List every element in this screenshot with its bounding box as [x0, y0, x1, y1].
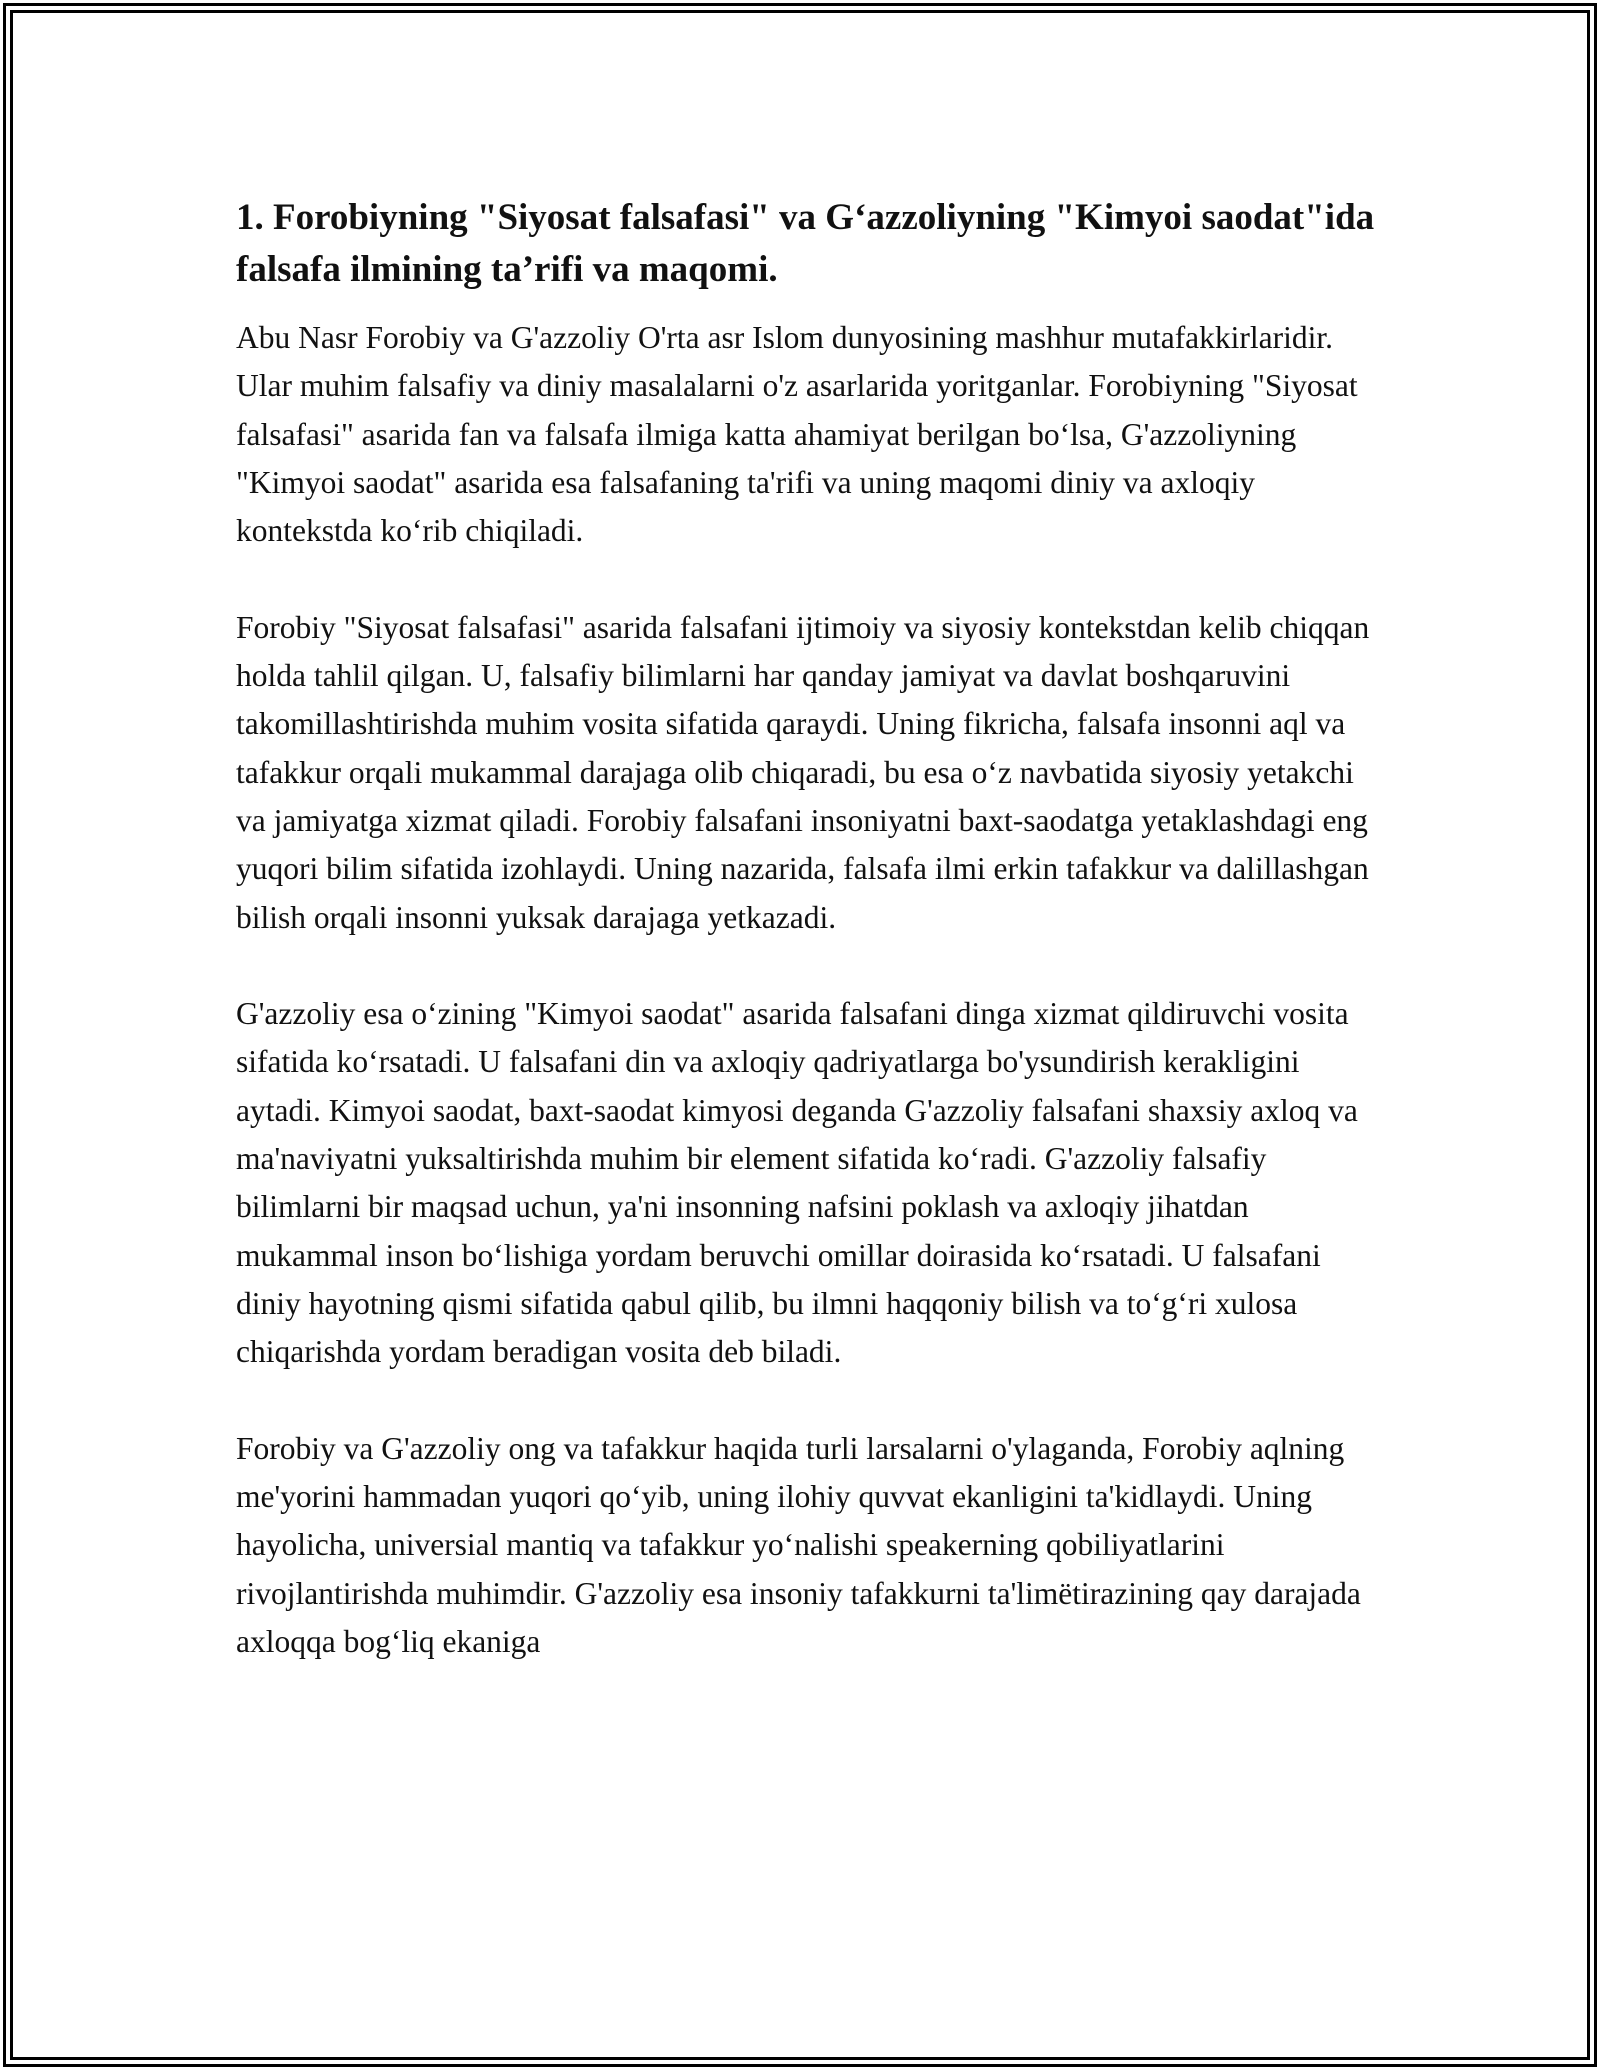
paragraph-4: Forobiy va G'azzoliy ong va tafakkur haqida turli larsalarni o'ylaganda, Forobiy aqlning me'yorini hammadan yuqori qo‘yib, uning ilohiy quvvat ekanligini ta'kidlaydi. Uning hayolicha, universial mantiq va tafakkur yo‘nalishi speakerning qobiliyatlarini rivojlantirishda muhimdir. G'azzoliy esa insoniy tafakkurni ta'limëtirazining qay darajada axloqqa bog‘liq ekaniga — [236, 1430, 1361, 1660]
paragraph-1: Abu Nasr Forobiy va G'azzoliy O'rta asr Islom dunyosining mashhur mutafakkirlaridir. Ular muhim falsafiy va diniy masalalarni o'z asarlarida yoritganlar. Forobiyning "Siyosat falsafasi" asarida fan va falsafa ilmiga katta ahamiyat berilgan bo‘lsa, G'azzoliyning "Kimyoi saodat" asarida esa falsafaning ta'rifi va uning maqomi diniy va axloqiy kontekstda ko‘rib chiqiladi. — [236, 320, 1358, 549]
paragraph-2: Forobiy "Siyosat falsafasi" asarida falsafani ijtimoiy va siyosiy kontekstdan kelib chiqqan holda tahlil qilgan. U, falsafiy bilimlarni har qanday jamiyat va davlat boshqaruvini takomillashtirishda muhim vosita sifatida qaraydi. Uning fikricha, falsafa insonni aql va tafakkur orqali mukammal darajaga olib chiqaradi, bu esa o‘z navbatida siyosiy yetakchi va jamiyatga xizmat qiladi. Forobiy falsafani insoniyatni baxt-saodatga yetaklashdagi eng yuqori bilim sifatida izohlaydi. Uning nazarida, falsafa ilmi erkin tafakkur va dalillashgan bilish orqali insonni yuksak darajaga yetkazadi. — [236, 609, 1370, 935]
paragraph-3: G'azzoliy esa o‘zining "Kimyoi saodat" asarida falsafani dinga xizmat qildiruvchi vosita sifatida ko‘rsatadi. U falsafani din va axloqiy qadriyatlarga bo'ysundirish kerakligini aytadi. Kimyoi saodat, baxt-saodat kimyosi deganda G'azzoliy falsafani shaxsiy axloq va ma'naviyatni yuksaltirishda muhim bir element sifatida ko‘radi. G'azzoliy falsafiy bilimlarni bir maqsad uchun, ya'ni insonning nafsini poklash va axloqiy jihatdan mukammal inson bo‘lishiga yordam beruvchi omillar doirasida ko‘rsatadi. U falsafani diniy hayotning qismi sifatida qabul qilib, bu ilmni haqqoniy bilish va to‘g‘ri xulosa chiqarishda yordam beradigan vosita deb biladi. — [236, 996, 1358, 1370]
document-heading: 1. Forobiyning "Siyosat falsafasi" va G‘azzoliyning "Kimyoi saodat"ida falsafa ilmining ta’rifi va maqomi. — [236, 197, 1375, 290]
document-body — [236, 180, 1376, 1715]
